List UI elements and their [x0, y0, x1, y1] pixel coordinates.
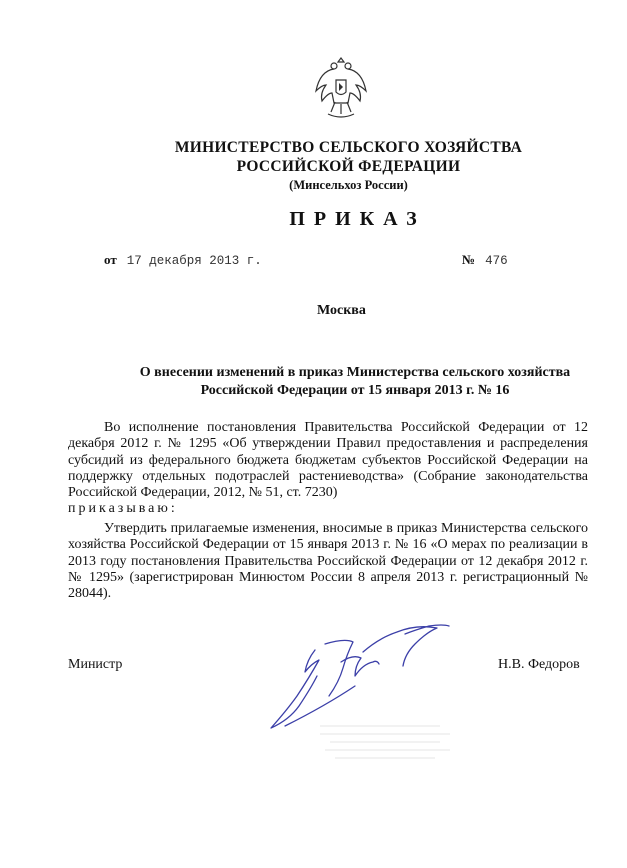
coat-of-arms-icon [312, 52, 370, 124]
order-number [462, 252, 508, 268]
resolution-paragraph: Утвердить прилагаемые изменения, вносимые в приказ Министерства сельского хозяйства Российской Федерации от 15 января 2013 г. № 16 «О мерах по реализации в 2013 году постановления Правительства Российской Федерации от 12 декабря 2012 г. № 1295» (зарегистрирован Минюстом России 8 апреля 2013 г. регистрационный № 28044). [68, 521, 588, 602]
signatory-position: Министр [68, 657, 123, 672]
order-date [104, 252, 262, 268]
date-label: от [104, 252, 117, 267]
order-word: приказываю: [68, 501, 178, 517]
ministry-name-line2: РОССИЙСКОЙ ФЕДЕРАЦИИ [236, 158, 461, 175]
ministry-short-name: (Минсельхоз России) [289, 178, 408, 192]
signatory-name: Н.В. Федоров [498, 657, 580, 672]
date-value: 17 декабря 2013 г. [126, 254, 262, 268]
order-subject: О внесении изменений в приказ Министерства сельского хозяйства Российской Федерации от 15 января 2013 г. № 16 [139, 365, 571, 398]
document-type: ПРИКАЗ [289, 208, 426, 230]
handwritten-signature [255, 622, 470, 738]
preamble-text: Во исполнение постановления Правительства Российской Федерации от 12 декабря 2012 г. № 1295 «Об утверждении Правил предоставления и распределения субсидий из федерального бюджета бюджетам субъектов Российской Федерации на поддержку отдельных подотраслей растениеводства» (Собрание законодательства Российской Федерации, 2012, № 51, ст. 7230) [68, 420, 588, 501]
ministry-name-line1: МИНИСТЕРСТВО СЕЛЬСКОГО ХОЗЯЙСТВА [174, 139, 523, 156]
number-value: 476 [485, 254, 508, 268]
city: Москва [317, 303, 366, 318]
preamble-paragraph [68, 420, 588, 518]
number-label: № [462, 252, 476, 267]
